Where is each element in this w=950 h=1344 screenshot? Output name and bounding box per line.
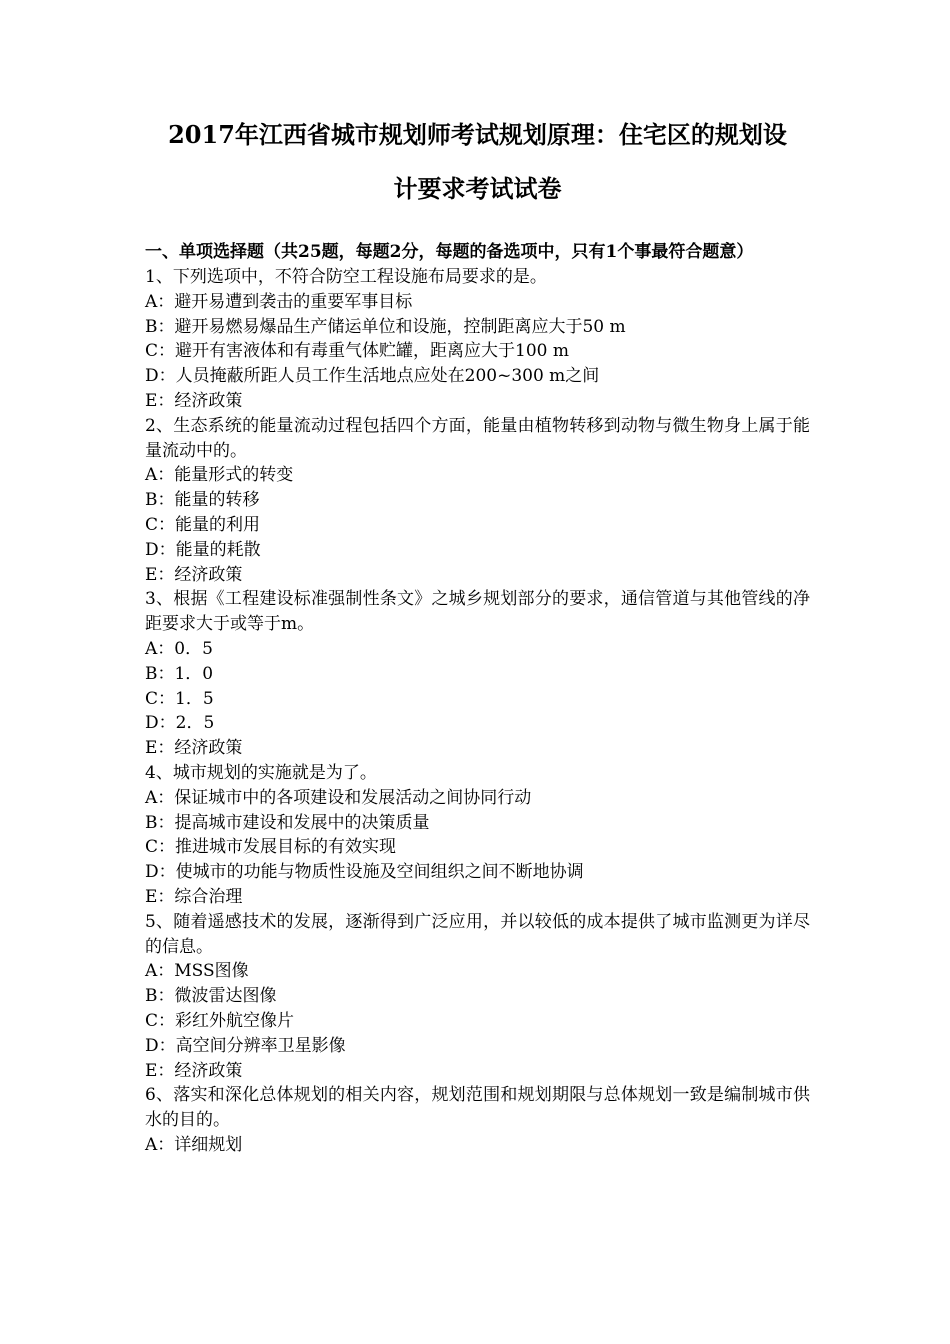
document-page: [145, 108, 810, 1158]
question-stem: 4、城市规划的实施就是为了。: [145, 762, 377, 783]
question-stem: 2、生态系统的能量流动过程包括四个方面，能量由植物转移到动物与微生物身上属于能量流动中的。: [145, 415, 810, 461]
question-stem: 3、根据《工程建设标准强制性条文》之城乡规划部分的要求，通信管道与其他管线的净距要求大于或等于m。: [145, 589, 810, 635]
answer-option: C：彩红外航空像片: [145, 1010, 295, 1031]
answer-option: B：提高城市建设和发展中的决策质量: [145, 812, 430, 833]
answer-option: D：能量的耗散: [145, 539, 261, 560]
answer-option: A：保证城市中的各项建设和发展活动之间协同行动: [145, 787, 532, 808]
answer-option: D：人员掩蔽所距人员工作生活地点应处在200~300 m之间: [145, 366, 600, 387]
question-stem: 5、随着遥感技术的发展，逐渐得到广泛应用，并以较低的成本提供了城市监测更为详尽的信息。: [145, 911, 810, 957]
answer-option: C：能量的利用: [145, 514, 261, 535]
answer-option: E：综合治理: [145, 886, 243, 907]
answer-option: A：详细规划: [145, 1134, 243, 1155]
answer-option: C：避开有害液体和有毒重气体贮罐，距离应大于100 m: [145, 341, 569, 362]
answer-option: B：微波雷达图像: [145, 986, 277, 1007]
question-item: [145, 265, 810, 414]
answer-option: A：避开易遭到袭击的重要军事目标: [145, 291, 413, 312]
question-item: [145, 761, 810, 910]
answer-option: D：使城市的功能与物质性设施及空间组织之间不断地协调: [145, 862, 584, 883]
answer-option: D：2．5: [145, 713, 215, 734]
question-stem: 1、下列选项中，不符合防空工程设施布局要求的是。: [145, 267, 547, 287]
answer-option: D：高空间分辨率卫星影像: [145, 1035, 346, 1056]
question-item: [145, 1083, 810, 1157]
title-line-1: 2017年江西省城市规划师考试规划原理：住宅区的规划设: [168, 120, 787, 149]
answer-option: C：推进城市发展目标的有效实现: [145, 837, 397, 858]
question-item: [145, 587, 810, 761]
answer-option: C：1．5: [145, 688, 214, 709]
section-heading: 一、单项选择题（共25题，每题2分，每题的备选项中，只有1个事最符合题意）: [145, 242, 754, 262]
answer-option: A：MSS图像: [145, 961, 249, 982]
question-item: [145, 910, 810, 1084]
answer-option: B：1．0: [145, 663, 214, 684]
answer-option: A：0．5: [145, 638, 213, 659]
title-line-2: 计要求考试试卷: [393, 174, 562, 203]
question-item: [145, 414, 810, 588]
answer-option: E：经济政策: [145, 738, 243, 759]
answer-option: B：避开易燃易爆品生产储运单位和设施，控制距离应大于50 m: [145, 316, 626, 337]
question-list: [145, 265, 810, 1158]
answer-option: E：经济政策: [145, 564, 243, 585]
question-stem: 6、落实和深化总体规划的相关内容，规划范围和规划期限与总体规划一致是编制城市供水的目的。: [145, 1085, 810, 1131]
answer-option: A：能量形式的转变: [145, 465, 294, 486]
answer-option: E：经济政策: [145, 1060, 243, 1081]
answer-option: E：经济政策: [145, 390, 243, 411]
document-title: [145, 108, 810, 216]
answer-option: B：能量的转移: [145, 490, 260, 511]
